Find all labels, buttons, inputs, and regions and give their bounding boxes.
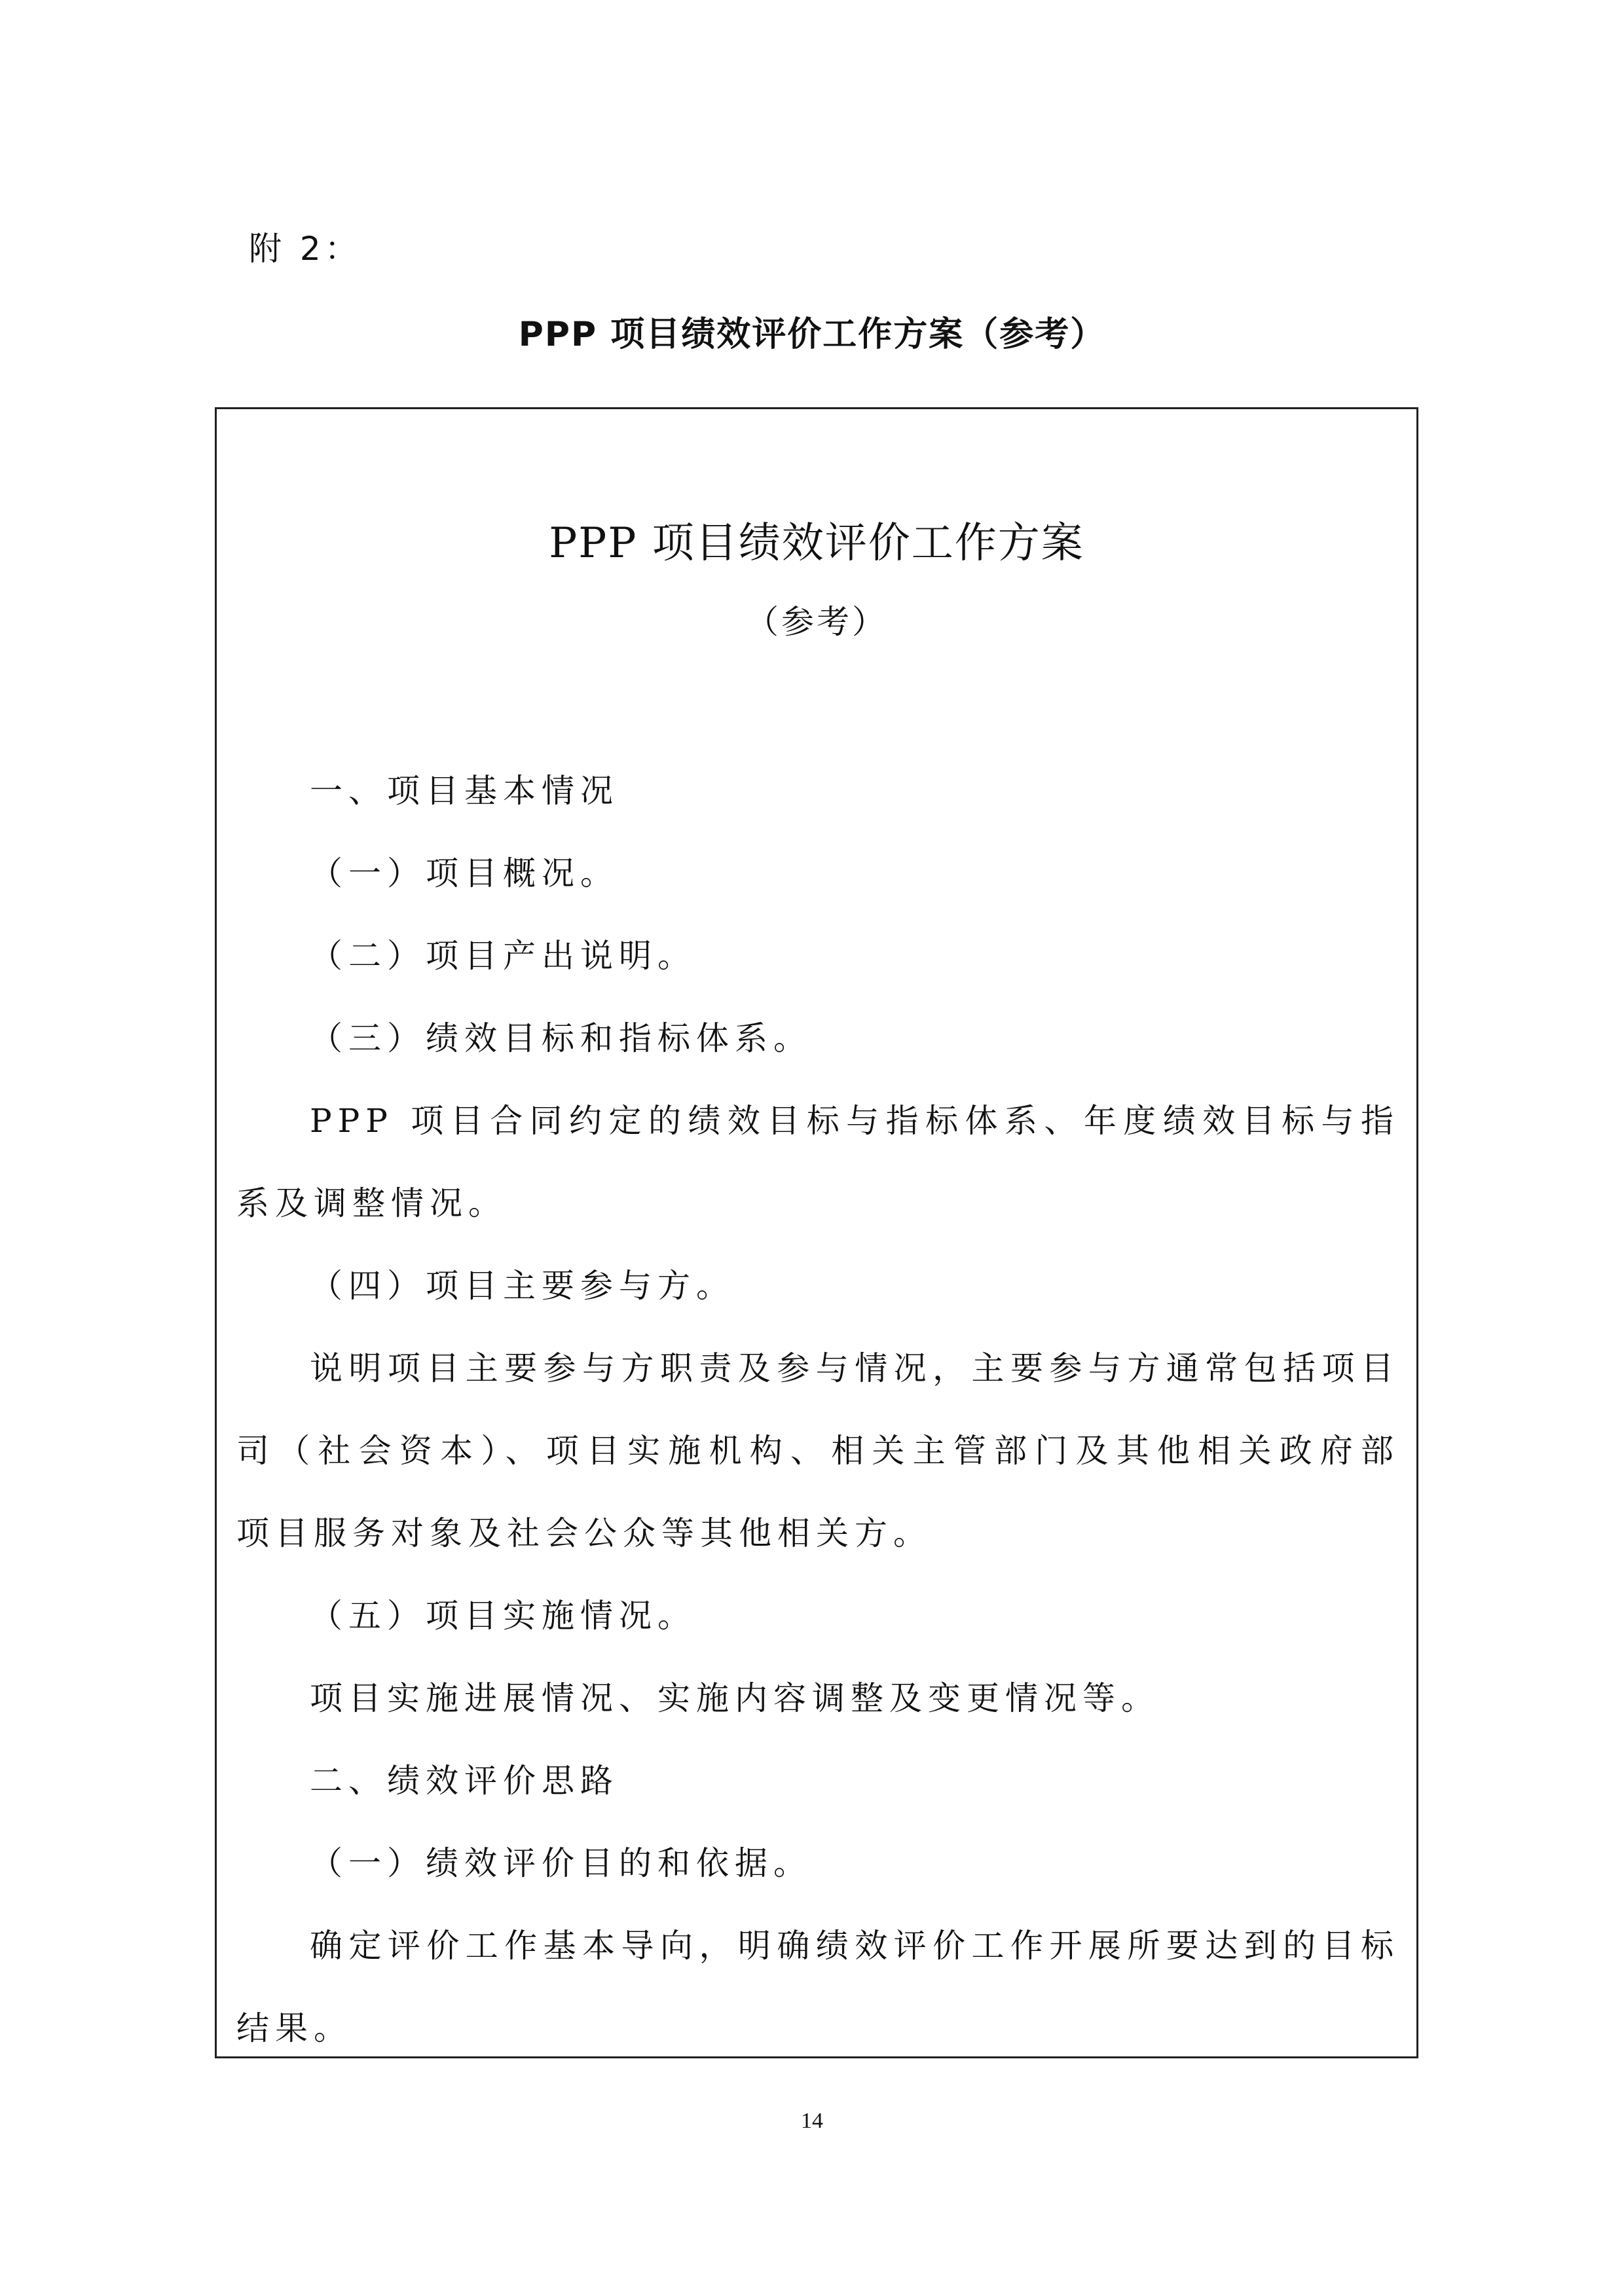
section-heading-2: 二、绩效评价思路 [310, 1762, 619, 1800]
paragraph-line: 结果。 [236, 2009, 352, 2047]
subsection-1-3: （三）绩效目标和指标体系。 [310, 1019, 812, 1057]
paragraph-line: 说明项目主要参与方职责及参与情况，主要参与方通常包括项目 [310, 1349, 1399, 1387]
subsection-1-1: （一）项目概况。 [310, 854, 619, 892]
paragraph-line: 司（社会资本）、项目实施机构、相关主管部门及其他相关政府部 [236, 1432, 1399, 1470]
paragraph-line: PPP 项目合同约定的绩效目标与指标体系、年度绩效目标与指 [310, 1102, 1399, 1140]
plan-box [215, 407, 1418, 2058]
section-heading-1: 一、项目基本情况 [310, 772, 619, 810]
paragraph-line: 确定评价工作基本导向，明确绩效评价工作开展所要达到的目标 [310, 1927, 1399, 1965]
subsection-1-2: （二）项目产出说明。 [310, 937, 696, 975]
subsection-2-1: （一）绩效评价目的和依据。 [310, 1844, 812, 1882]
subsection-1-5: （五）项目实施情况。 [310, 1597, 696, 1635]
page-number: 14 [801, 2109, 823, 2133]
box-title: PPP 项目绩效评价工作方案 [549, 519, 1084, 568]
document-title: PPP 项目绩效评价工作方案（参考） [518, 315, 1106, 354]
paragraph-line: 项目服务对象及社会公众等其他相关方。 [236, 1514, 932, 1552]
annex-label: 附 2： [249, 230, 361, 268]
subsection-1-4: （四）项目主要参与方。 [310, 1267, 735, 1305]
box-subtitle: （参考） [746, 603, 887, 641]
box-body [236, 750, 1399, 2069]
paragraph-line: 系及调整情况。 [236, 1184, 507, 1222]
paragraph-line: 项目实施进展情况、实施内容调整及变更情况等。 [310, 1679, 1160, 1717]
